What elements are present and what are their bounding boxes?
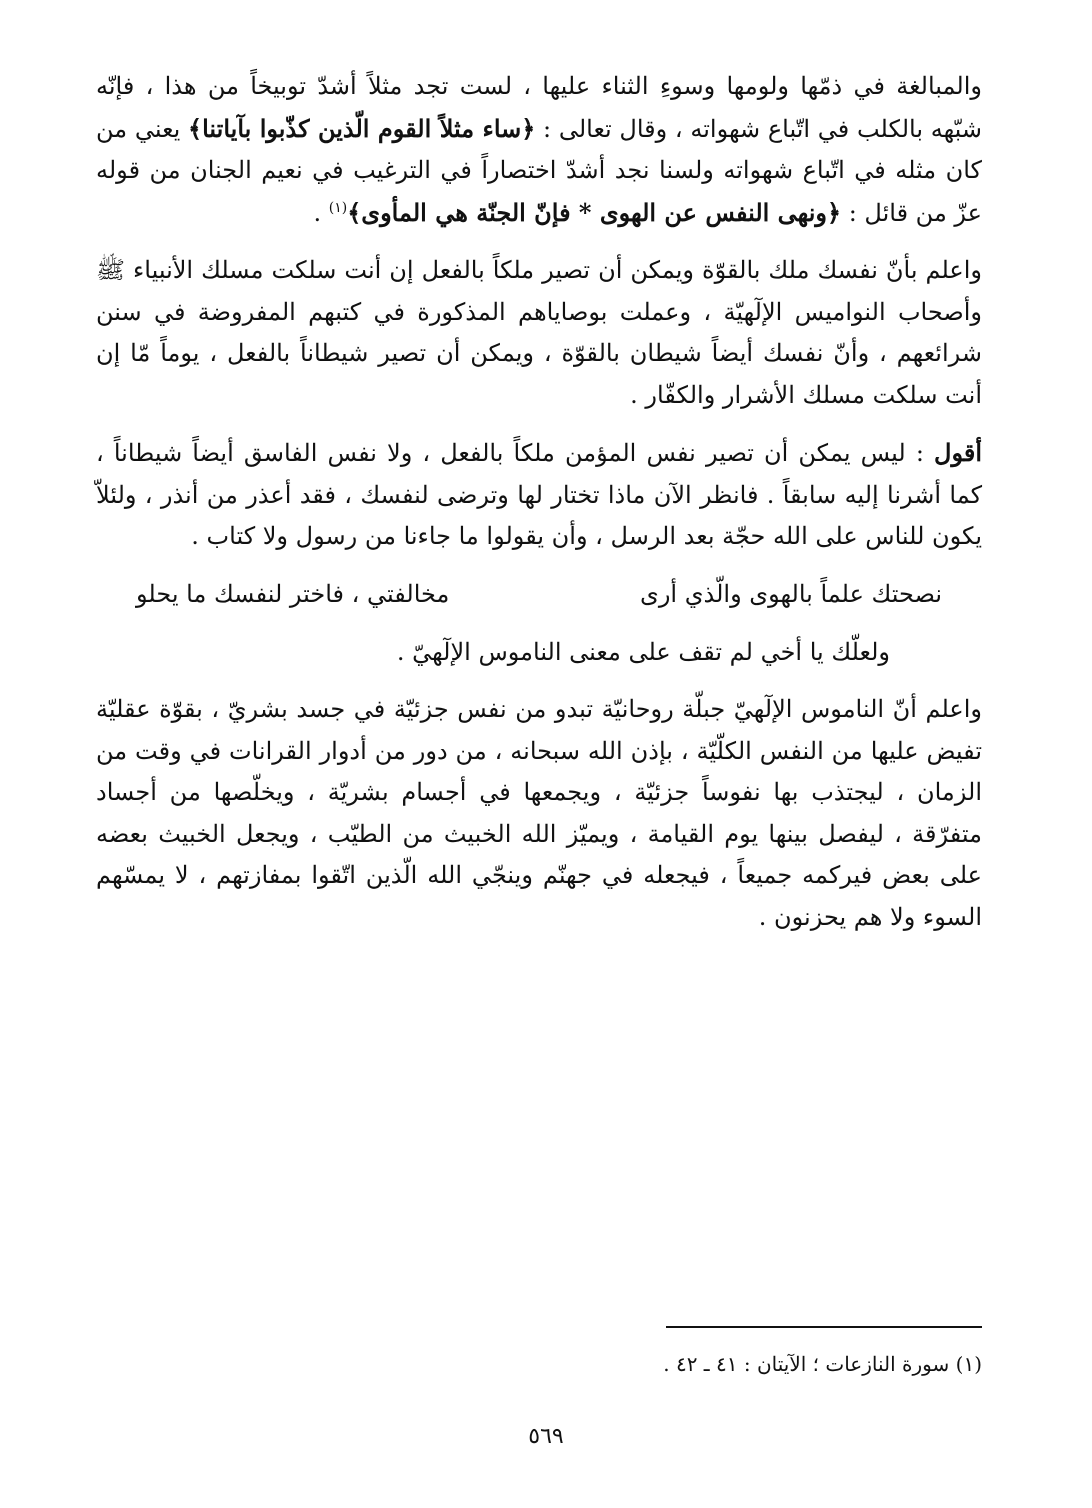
paragraph-3-text: : ليس يمكن أن تصير نفس المؤمن ملكاً بالفعل ، ولا نفس الفاسق أيضاً شيطاناً ، كما أشرنا إليه سابقاً . فانظر الآن ماذا تختار لها وترضى لنفسك ، فقد أعذر من أنذر ، ولئلاّ يكون للناس على الله حجّة بعد الرسل ، وأن يقولوا ما جاءنا من رسول ولا كتاب . [96,439,982,550]
paragraph-5: واعلم أنّ الناموس الإلٓهيّ جبلّة روحانيّة تبدو من نفس جزئيّة في جسد بشريّ ، بقوّة عقليّة تفيض عليها من النفس الكلّيّة ، بإذن الله سبحانه ، من دور من أدوار القرانات في وقت من الزمان ، ليجتذب بها نفوساً جزئيّة ، ويجمعها في أجسام بشريّة ، ويخلّصها من أجساد متفرّقة ، ليفصل بينها يوم القيامة ، ويميّز الله الخبيث من الطيّب ، ويجعل الخبيث بعضه على بعض فيركمه جميعاً ، فيجعله في جهنّم وينجّي الله الّذين اتّقوا بمفازتهم ، لا يمسّهم السوء ولا هم يحزنون . [96,695,982,931]
footnote-marker: (١) [328,199,348,216]
paragraph-4: ولعلّك يا أخي لم تقف على معنى الناموس الإلٓهيّ . [396,637,890,666]
paragraph-2: واعلم بأنّ نفسك ملك بالقوّة ويمكن أن تصير ملكاً بالفعل إن أنت سلكت مسلك الأنبياء ﷺ وأصحاب النواميس الإلٓهيّة ، وعملت بوصاياهم المذكورة في كتبهم المفروضة في سنن شرائعهم ، وأنّ نفسك أيضاً شيطان بالقوّة ، ويمكن أن تصير شيطاناً بالفعل ، يوماً مّا إن أنت سلكت مسلك الأشرار والكفّار . [96,256,982,409]
quran-quote-1: ﴿ساء مثلاً القوم الّذين كذّبوا بآياتنا﴾ [188,113,536,143]
quran-quote-2: ﴿ونهى النفس عن الهوى * فإنّ الجنّة هي المأوى﴾ [347,197,842,227]
paragraph-1-text-e: . [313,198,329,227]
footnote: (١) سورة النازعات ؛ الآيتان : ٤١ ـ ٤٢ . [663,1352,982,1376]
poem-verse [96,574,982,616]
paragraph-1 [96,66,982,234]
paragraph-3 [96,432,982,558]
paragraph-1-text-a: والمبالغة في ذمّها ولومها وسوءِ الثناء عليها ، لست تجد مثلاً أشدّ توبيخاً من هذا ، فإنّه شبّهه بالكلب في اتّباع شهواته ، وقال تعالى : [96,72,983,143]
footnote-divider [666,1326,982,1328]
poem-second-hemistich: مخالفتي ، فاختر لنفسك ما يحلو [136,579,450,608]
page-number: ٥٦٩ [528,1424,564,1449]
paragraph-1-text-c: يعني من كان مثله في اتّباع شهواته ولسنا نجد أشدّ اختصاراً في الترغيب في نعيم الجنان من قوله عزّ من قائل : [96,114,982,227]
poem-first-hemistich: نصحتك علماً بالهوى والّذي أرى [640,579,942,608]
paragraph-3-lead: أقول [934,438,982,467]
